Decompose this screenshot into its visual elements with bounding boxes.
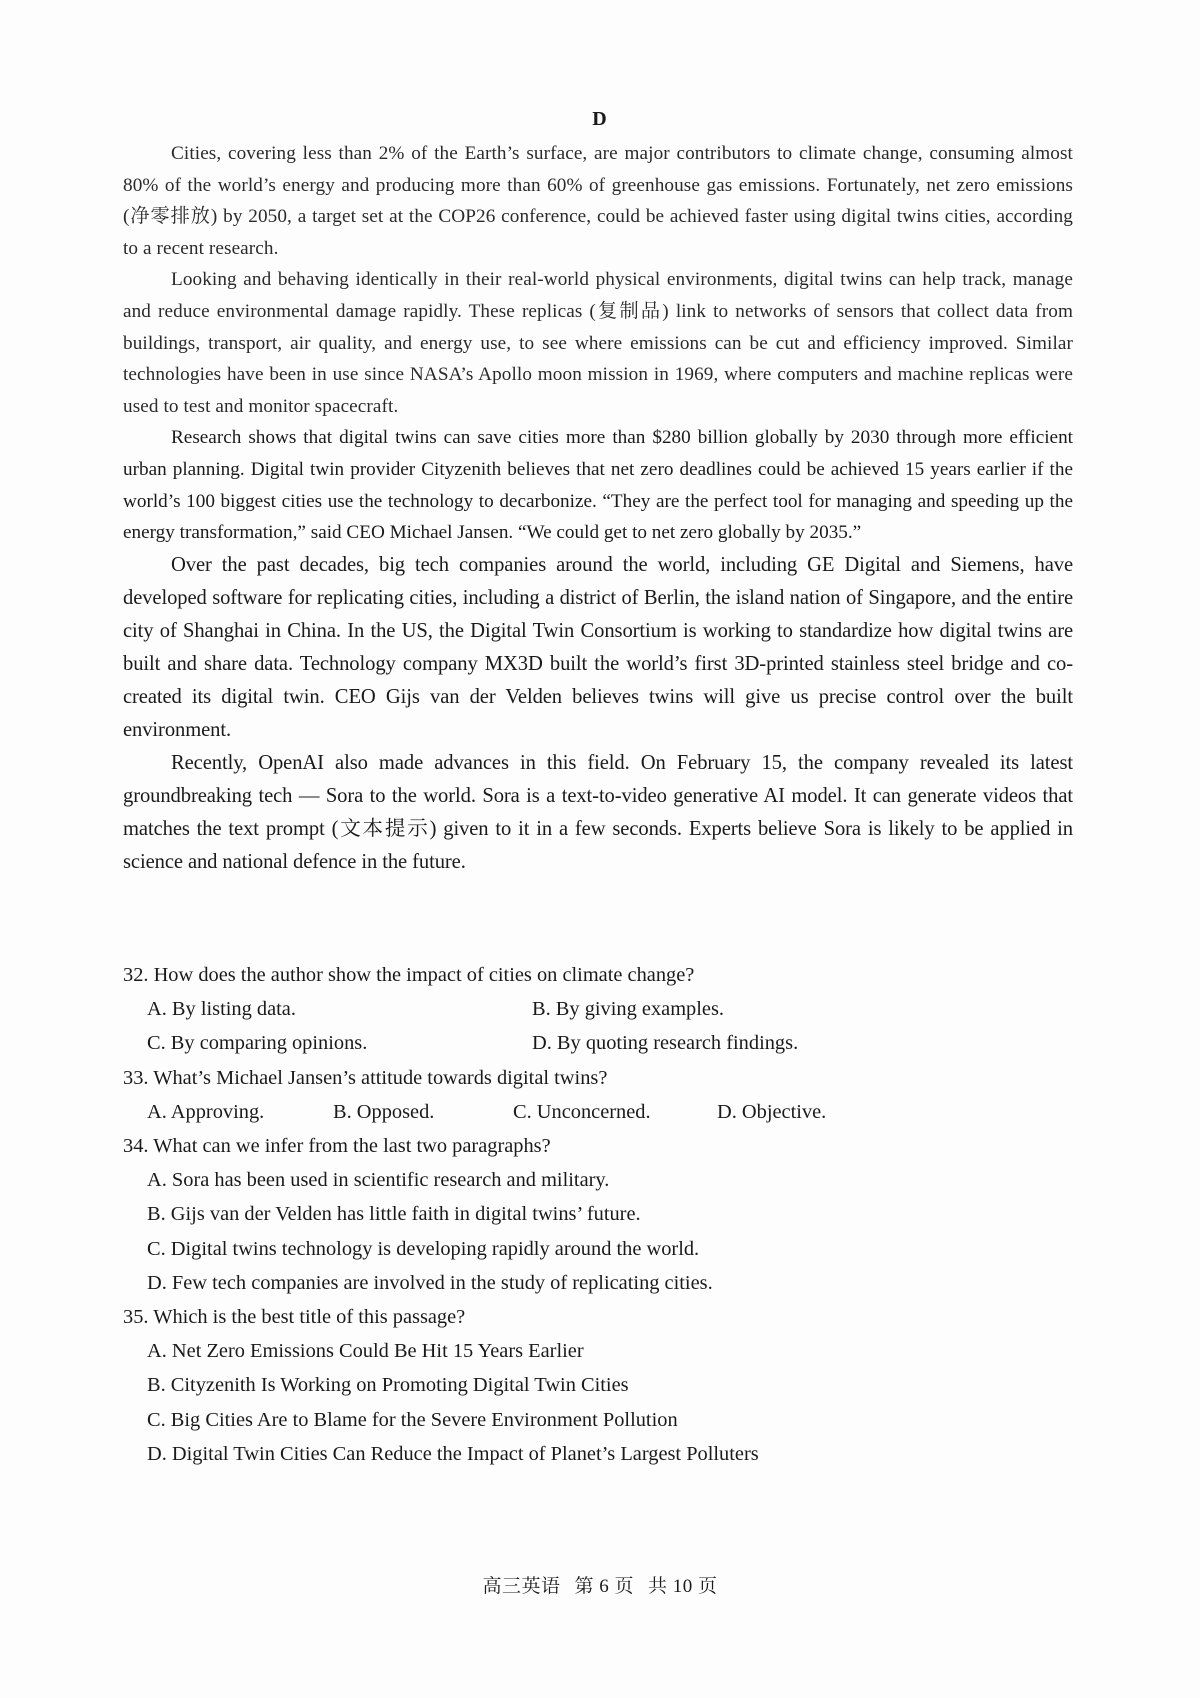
question-33-option-a[interactable]: A. Approving. [147, 1100, 265, 1123]
question-35-option-b[interactable]: B. Cityzenith Is Working on Promoting Digital Twin Cities [147, 1374, 629, 1397]
question-list [123, 958, 1073, 1471]
section-heading: D [592, 108, 608, 130]
question-33-option-b[interactable]: B. Opposed. [333, 1100, 435, 1123]
question-34-option-a[interactable]: A. Sora has been used in scientific research and military. [147, 1169, 610, 1192]
question-32-option-a[interactable]: A. By listing data. [147, 998, 296, 1021]
passage-paragraph-4: Over the past decades, big tech companies around the world, including GE Digital and Siemens, have developed software for replicating cities, including a district of Berlin, the island nation of Singapore, and the entire city of Shanghai in China. In the US, the Digital Twin Consortium is working to standardize how digital twins are built and share data. Technology company MX3D built the world’s first 3D-printed stainless steel bridge and co-created its digital twin. CEO Gijs van der Velden believes twins will give us precise control over the built environment. [123, 553, 1073, 741]
passage-paragraph-3: Research shows that digital twins can save cities more than $280 billion globally by 2030 through more efficient urban planning. Digital twin provider Cityzenith believes that net zero deadlines could be achieved 15 years earlier if the world’s 100 biggest cities use the technology to decarbonize. “They are the perfect tool for managing and speeding up the energy transformation,” said CEO Michael Jansen. “We could get to net zero globally by 2035.” [123, 427, 1073, 544]
question-34-option-d[interactable]: D. Few tech companies are involved in the study of replicating cities. [147, 1271, 713, 1294]
question-32-option-c[interactable]: C. By comparing opinions. [147, 1032, 368, 1055]
question-33-stem: 33. What’s Michael Jansen’s attitude towards digital twins? [123, 1066, 608, 1089]
question-34-stem: 34. What can we infer from the last two paragraphs? [123, 1135, 551, 1158]
passage-paragraph-2: Looking and behaving identically in their real-world physical environments, digital twins can help track, manage and reduce environmental damage rapidly. These replicas (复制品) link to networks of sensors that collect data from buildings, transport, air quality, and energy use, to see where emissions can be cut and efficiency improved. Similar technologies have been in use since NASA’s Apollo moon mission in 1969, where computers and machine replicas were used to test and monitor spacecraft. [123, 269, 1073, 417]
question-34-option-b[interactable]: B. Gijs van der Velden has little faith in digital twins’ future. [147, 1203, 641, 1226]
question-35-option-a[interactable]: A. Net Zero Emissions Could Be Hit 15 Years Earlier [147, 1340, 584, 1363]
question-32-stem: 32. How does the author show the impact of cities on climate change? [123, 964, 695, 986]
question-35-stem: 35. Which is the best title of this passage? [123, 1306, 466, 1329]
passage-paragraph-5: Recently, OpenAI also made advances in this field. On February 15, the company revealed its latest groundbreaking tech — Sora to the world. Sora is a text-to-video generative AI model. It can generate videos that matches the text prompt (文本提示) given to it in a few seconds. Experts believe Sora is likely to be applied in science and national defence in the future. [123, 751, 1073, 873]
question-33-option-d[interactable]: D. Objective. [717, 1100, 827, 1123]
question-35-option-d[interactable]: D. Digital Twin Cities Can Reduce the Impact of Planet’s Largest Polluters [147, 1442, 759, 1465]
reading-passage [123, 138, 1073, 879]
footer-subject: 高三英语 [482, 1576, 561, 1597]
question-33-options-row [123, 1095, 1073, 1129]
question-33-option-c[interactable]: C. Unconcerned. [513, 1100, 651, 1123]
question-32-options-row-2 [123, 1026, 1073, 1060]
question-32-option-d[interactable]: D. By quoting research findings. [532, 1032, 799, 1055]
passage-paragraph-1: Cities, covering less than 2% of the Earth’s surface, are major contributors to climate change, consuming almost 80% of the world’s energy and producing more than 60% of greenhouse gas emissions. Fortunately, net zero emissions (净零排放) by 2050, a target set at the COP26 conference, could be achieved faster using digital twins cities, according to a recent research. [123, 143, 1073, 259]
page-footer [0, 1571, 1200, 1598]
question-32-option-b[interactable]: B. By giving examples. [532, 998, 724, 1021]
question-35-option-c[interactable]: C. Big Cities Are to Blame for the Severe Environment Pollution [147, 1408, 678, 1431]
footer-page-number: 第 6 页 [574, 1576, 634, 1597]
footer-total-pages: 共 10 页 [648, 1576, 718, 1597]
question-34-option-c[interactable]: C. Digital twins technology is developing rapidly around the world. [147, 1237, 700, 1260]
question-32-options-row-1 [123, 992, 1073, 1026]
